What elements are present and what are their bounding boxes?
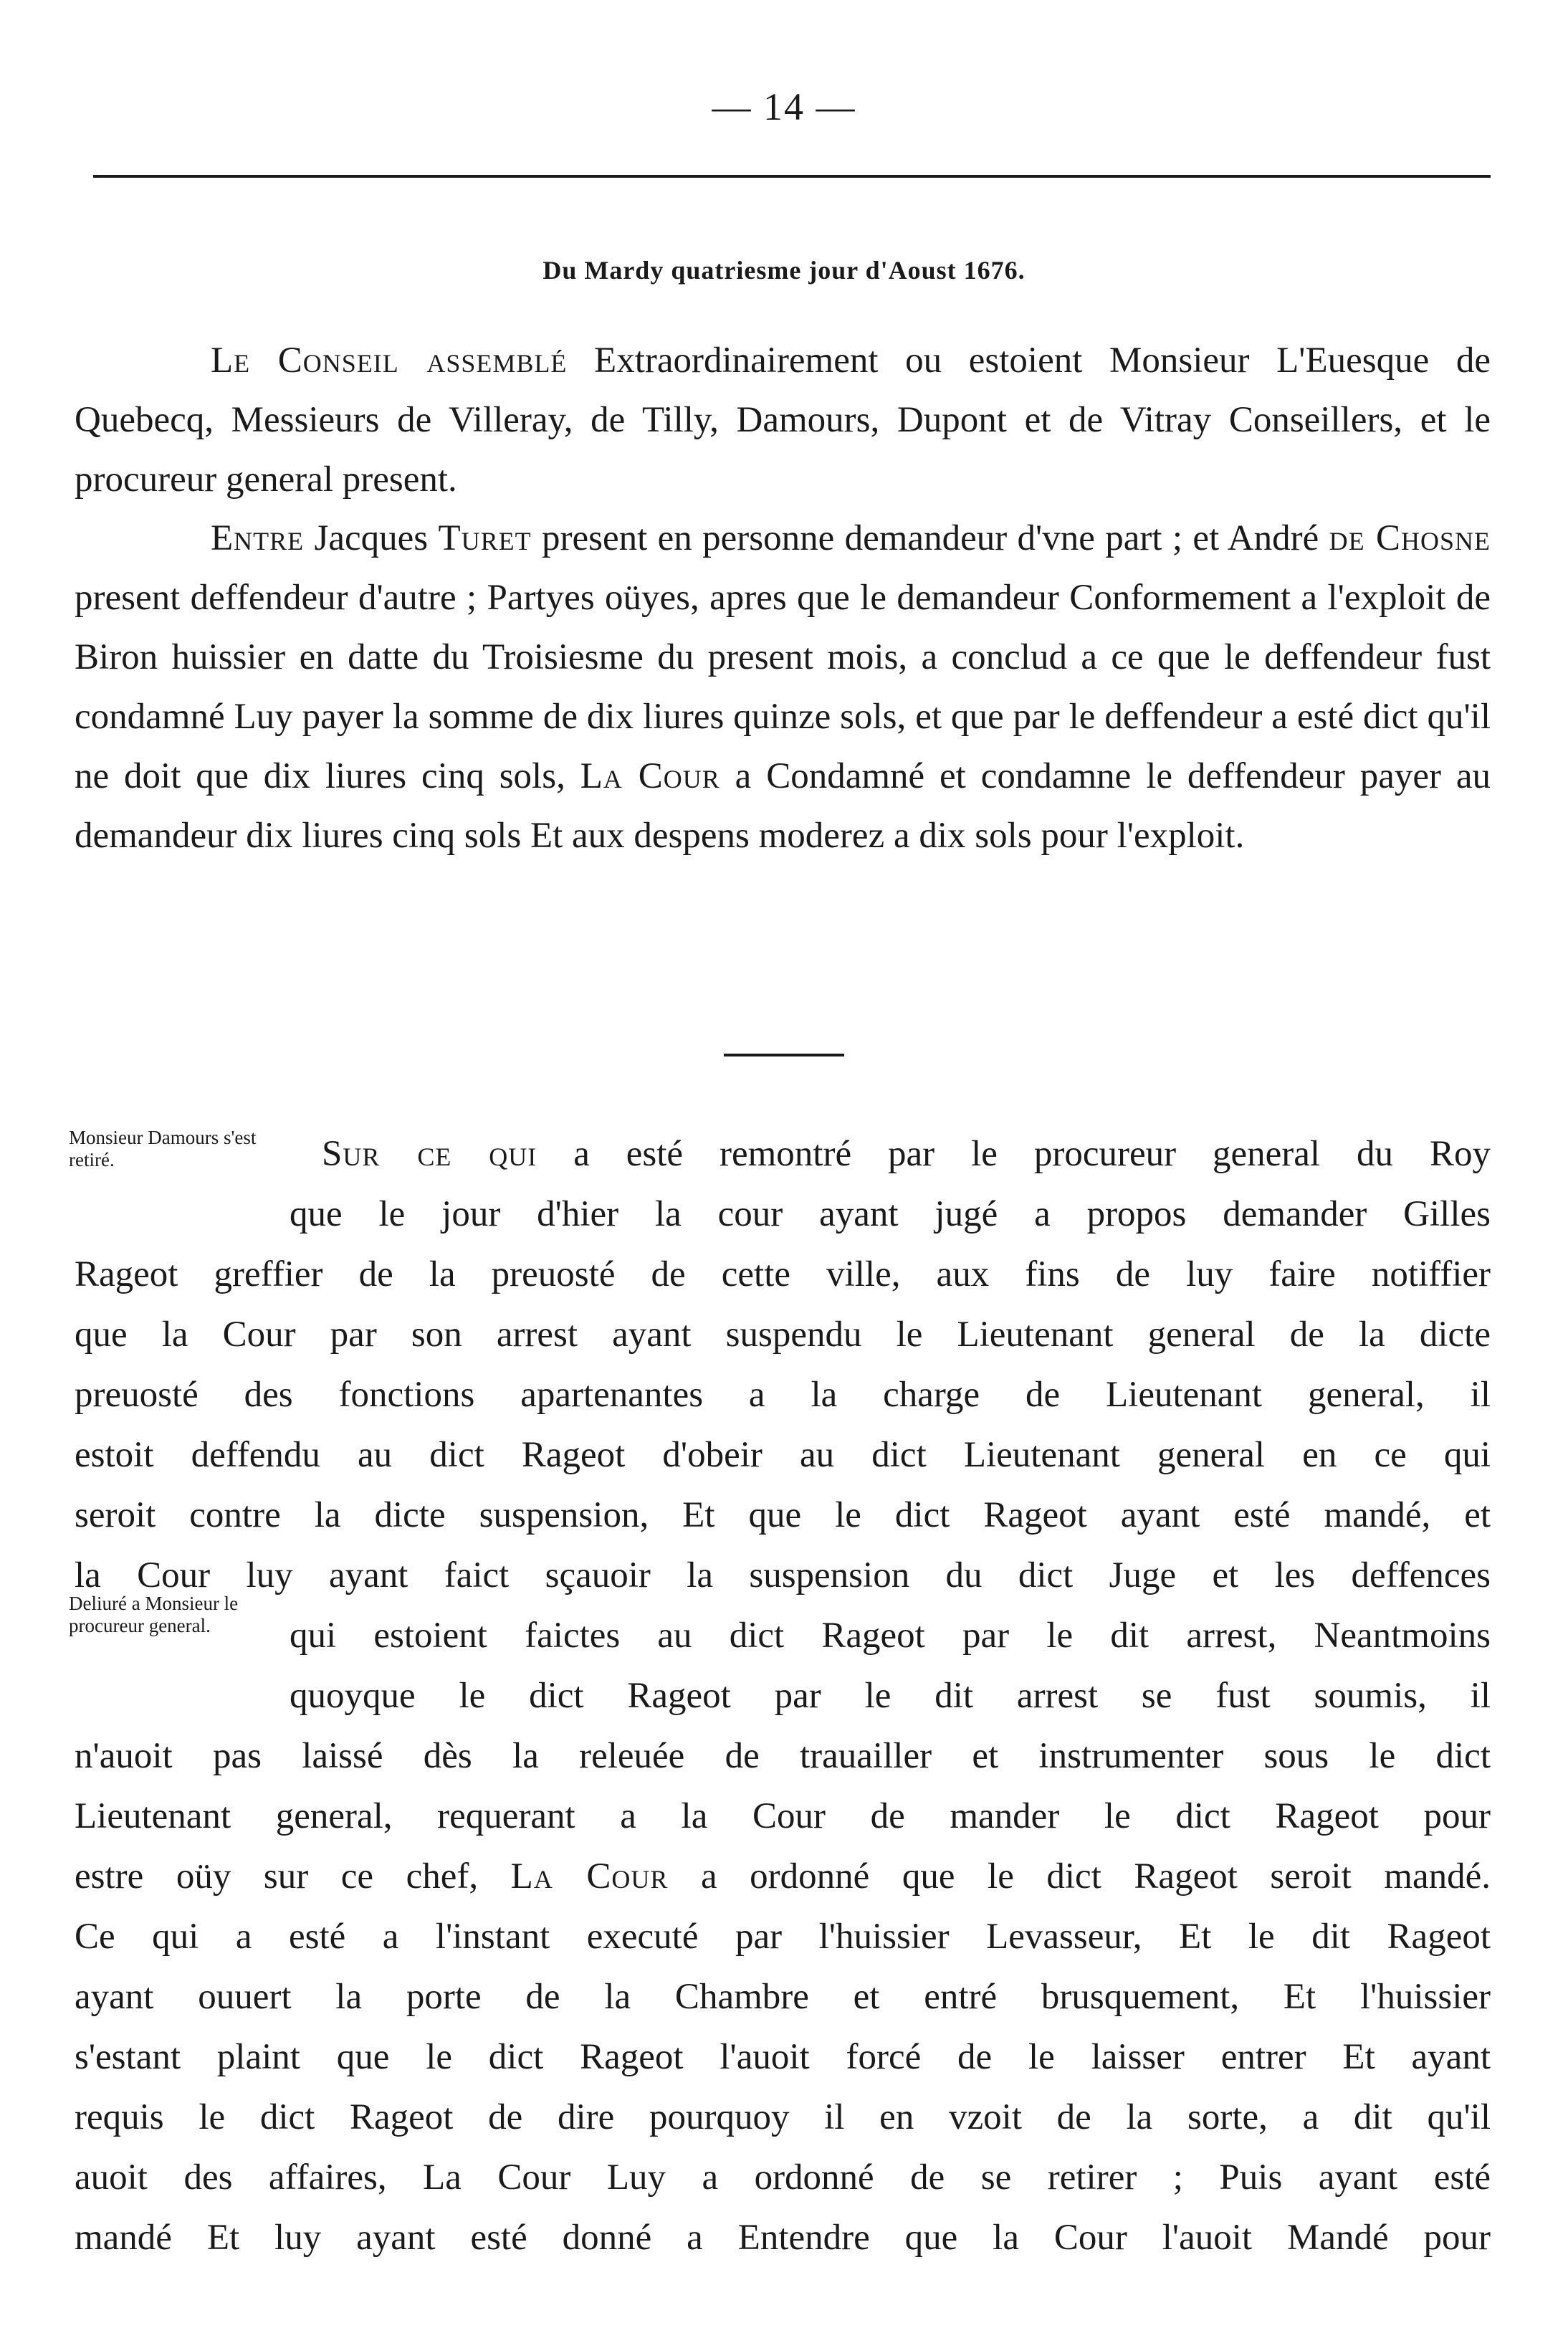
page-number: — 14 — xyxy=(712,85,856,128)
paragraph-turet-case xyxy=(75,509,1491,866)
court-name: La Cour xyxy=(510,1856,669,1897)
text-line: s'estant plaint que le dict Rageot l'auoit forcé de le laisser entrer Et ayant xyxy=(75,2037,1491,2077)
text-line: ayant ouuert la porte de la Chambre et entré brusquement, Et l'huissier xyxy=(75,1977,1491,2017)
text-line: Lieutenant general, requerant a la Cour de mander le dict Rageot pour xyxy=(75,1796,1491,1836)
text-line: Ce qui a esté a l'instant executé par l'huissier Levasseur, Et le dit Rageot xyxy=(75,1917,1491,1957)
text-line: auoit des affaires, La Cour Luy a ordonné de se retirer ; Puis ayant esté xyxy=(75,2157,1491,2198)
text-line: estre oüy sur ce chef, La Cour a ordonné que le dict Rageot seroit mandé. xyxy=(75,1856,1491,1897)
text-line: la Cour luy ayant faict sçauoir la suspension du dict Juge et les deffences xyxy=(75,1555,1491,1595)
text-line: que le jour d'hier la cour ayant jugé a propos demander Gilles xyxy=(290,1194,1491,1234)
margin-note: Deliuré a Monsieur le procureur general. xyxy=(69,1593,239,1636)
text-line: Rageot greffier de la preuosté de cette ville, aux fins de luy faire notiffier xyxy=(75,1254,1491,1294)
paragraph-rageot-case xyxy=(75,1124,1491,2268)
text-line: seroit contre la dicte suspension, Et que le dict Rageot ayant esté mandé, et xyxy=(75,1495,1491,1535)
text-line: preuosté des fonctions apartenantes a la charge de Lieutenant general, il xyxy=(75,1375,1491,1415)
text-line: requis le dict Rageot de dire pourquoy il en vzoit de la sorte, a dit qu'il xyxy=(75,2097,1491,2137)
court-name: La Cour xyxy=(580,756,720,796)
session-date-heading: Du Mardy quatriesme jour d'Aoust 1676. xyxy=(542,256,1026,285)
paragraph-text: present deffendeur d'autre ; Partyes oüyes, apres que le demandeur Conformement a l'exploit de Biron huissier en datte du Troisiesme du present mois, a conclud a ce que le deffendeur fust condamné Luy payer la somme de dix liures quinze sols, et que par le deffendeur a esté dict qu'il ne doit que dix liures cinq sols, xyxy=(75,578,1491,796)
text-line: quoyque le dict Rageot par le dit arrest se fust soumis, il xyxy=(290,1676,1491,1716)
header-rule xyxy=(93,175,1491,178)
text-line: mandé Et luy ayant esté donné a Entendre que la Cour l'auoit Mandé pour xyxy=(75,2218,1491,2258)
paragraph-text: Jacques xyxy=(304,518,439,558)
margin-note: Monsieur Damours s'est retiré. xyxy=(69,1127,257,1170)
text-line: que la Cour par son arrest ayant suspendu le Lieutenant general de la dicte xyxy=(75,1315,1491,1355)
party-name: de Chosne xyxy=(1329,518,1491,558)
text-line: n'auoit pas laissé dès la releuée de trauailler et instrumenter sous le dict xyxy=(75,1736,1491,1776)
paragraph-text: a Condamné et condamne le deffendeur payer au demandeur dix liures cinq sols Et aux despens moderez a dix sols pour l'exploit. xyxy=(75,756,1491,856)
paragraph-lead-words: Le Conseil assemblé xyxy=(211,340,568,381)
text-line: qui estoient faictes au dict Rageot par le dit arrest, Neantmoins xyxy=(290,1616,1491,1656)
paragraph-lead-words: Sur ce qui xyxy=(322,1134,537,1174)
text-line: Sur ce qui a esté remontré par le procureur general du Roy xyxy=(322,1134,1491,1174)
paragraph-text: Extraordinairement ou estoient Monsieur L'Euesque de Quebecq, Messieurs de Villeray, de Tilly, Damours, Dupont et de Vitray Conseillers, et le procureur general present. xyxy=(75,340,1491,500)
section-divider xyxy=(724,1054,844,1056)
paragraph-council-assembled xyxy=(75,331,1491,510)
text-line: estoit deffendu au dict Rageot d'obeir au dict Lieutenant general en ce qui xyxy=(75,1435,1491,1475)
paragraph-text: present en personne demandeur d'vne part ; et André xyxy=(531,518,1329,558)
paragraph-lead-words: Entre xyxy=(211,518,305,558)
party-name: Turet xyxy=(438,518,532,558)
